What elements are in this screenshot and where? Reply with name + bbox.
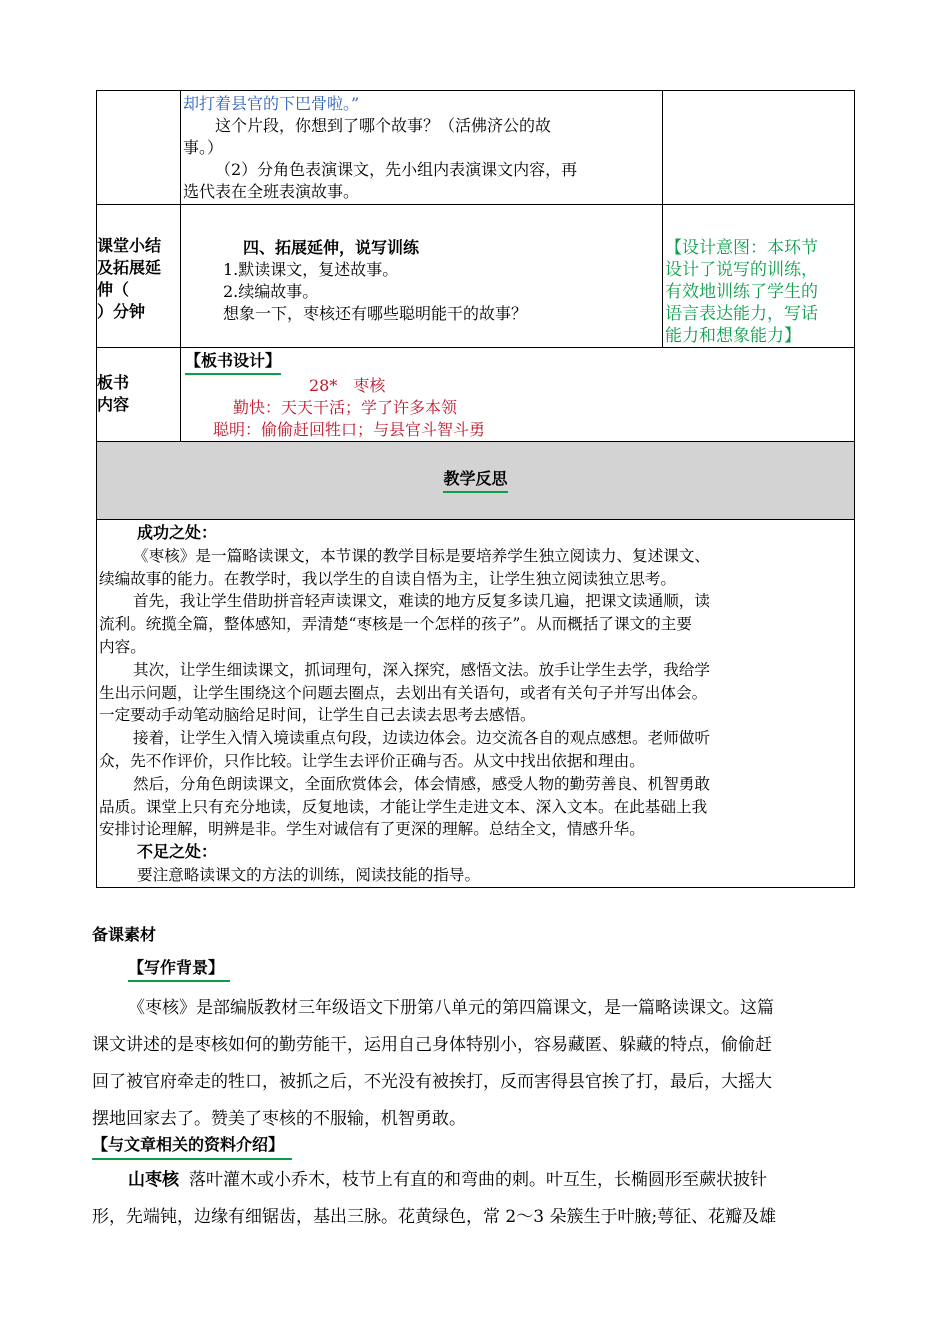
design-line: 语言表达能力，写话	[665, 304, 818, 324]
reflection-line: 众，先不作评价，只作比较。让学生去评价正确与否。从文中找出依据和理由。	[99, 751, 645, 770]
reflection-line: 接着，让学生入情入境读重点句段，边读边体会。边交流各自的观点感想。老师做听	[133, 729, 710, 748]
design-line: 设计了说写的训练，	[665, 260, 818, 280]
label-line: 板书	[97, 373, 130, 392]
design-line: 能力和想象能力】	[665, 326, 801, 346]
design-line: 有效地训练了学生的	[665, 282, 818, 302]
design-cell	[663, 91, 855, 205]
reflection-line: 流利。统揽全篇，整体感知，弄清楚“枣核是一个怎样的孩子”。从而概括了课文的主要	[99, 615, 692, 634]
extension-cell	[181, 205, 663, 348]
reflection-line: 一定要动手动笔动脑给足时间，让学生自己去读去思考去感悟。	[99, 706, 536, 725]
board-label	[97, 348, 181, 442]
reflection-body-cell	[97, 520, 855, 888]
success-title: 成功之处：	[137, 523, 218, 542]
extension-item: 2.续编故事。	[223, 282, 319, 301]
table-row	[97, 348, 855, 442]
table-row	[97, 91, 855, 205]
plant-name: 山枣核	[128, 1170, 179, 1190]
extension-item: 1.默读课文，复述故事。	[223, 260, 399, 279]
background-paragraph	[92, 990, 867, 1138]
table-row	[97, 442, 855, 520]
extension-heading: 四、拓展延伸，说写训练	[243, 238, 420, 257]
board-line-diligent: 勤快：天天干活；学了许多本领	[233, 398, 458, 417]
summary-label	[97, 205, 181, 348]
background-line: 摆地回家去了。赞美了枣核的不服输，机智勇敢。	[92, 1109, 466, 1129]
background-line: 回了被官府牵走的牲口，被抓之后，不光没有被挨打，反而害得县官挨了打，最后，大摇大	[92, 1072, 772, 1092]
design-line: 【设计意图：本环节	[665, 238, 818, 258]
board-design-title: 【板书设计】	[185, 350, 281, 375]
board-line-smart: 聪明：偷偷赶回牲口；与县官斗智斗勇	[213, 420, 486, 439]
background-section-title: 【写作背景】	[128, 955, 230, 982]
role-play-line-2: 选代表在全班表演故事。	[183, 182, 360, 201]
reflection-header-cell	[97, 442, 855, 520]
table-row	[97, 520, 855, 888]
background-line: 课文讲述的是枣核如何的勤劳能干，运用自己身体特别小，容易藏匿、躲藏的特点，偷偷赶	[92, 1035, 772, 1055]
reflection-line: 其次，让学生细读课文，抓词理句，深入探究，感悟文法。放手让学生去学，我给学	[133, 660, 710, 679]
role-play-line: （2）分角色表演课文，先小组内表演课文内容，再	[215, 160, 578, 179]
quote-line: 却打着县官的下巴骨啦。”	[183, 94, 360, 113]
reflection-line: 首先，我让学生借助拼音轻声读课文，难读的地方反复多读几遍，把课文读通顺，读	[133, 592, 710, 611]
design-intent-cell	[663, 205, 855, 348]
reflection-line: 安排讨论理解，明辨是非。学生对诚信有了更深的理解。总结全文，情感升华。	[99, 820, 645, 839]
reference-section-title: 【与文章相关的资料介绍】	[92, 1132, 292, 1160]
shortfall-title: 不足之处：	[137, 842, 218, 862]
question-line: 这个片段，你想到了哪个故事？（活佛济公的故	[215, 116, 552, 135]
plant-paragraph	[92, 1162, 867, 1236]
board-line-title: 28* 枣核	[309, 376, 386, 395]
plant-line: 形，先端钝，边缘有细锯齿，基出三脉。花黄绿色，常 2～3 朵簇生于叶腋;萼征、花瓣及雄	[92, 1207, 777, 1227]
reflection-line: 品质。课堂上只有充分地读，反复地读，才能让学生走进文本、深入文本。在此基础上我	[99, 797, 708, 816]
plant-line: 落叶灌木或小乔木，枝节上有直的和弯曲的刺。叶互生，长椭圆形至蕨状披针	[189, 1170, 767, 1190]
answer-line: 事。）	[183, 138, 224, 157]
lesson-plan-table	[96, 90, 855, 888]
extension-question: 想象一下，枣核还有哪些聪明能干的故事？	[223, 304, 528, 323]
table-row	[97, 205, 855, 348]
reflection-line: 生出示问题，让学生围绕这个问题去圈点，去划出有关语句，或者有关句子并写出体会。	[99, 683, 708, 702]
reflection-line: 《枣核》是一篇略读课文，本节课的教学目标是要培养学生独立阅读力、复述课文、	[133, 546, 710, 565]
reflection-line: 续编故事的能力。在教学时，我以学生的自读自悟为主，让学生独立阅读独立思考。	[99, 569, 676, 588]
activity-cell	[181, 91, 663, 205]
reflection-title: 教学反思	[443, 468, 507, 493]
reflection-line: 然后，分角色朗读课文，全面欣赏体会，体会情感，感受人物的勤劳善良、机智勇敢	[133, 774, 710, 793]
board-design-cell	[181, 348, 855, 442]
label-line: 及拓展延	[97, 258, 162, 277]
label-line: ）分钟	[97, 302, 146, 321]
reflection-line: 内容。	[99, 637, 146, 656]
shortfall-text: 要注意略读课文的方法的训练，阅读技能的指导。	[137, 865, 481, 884]
background-line: 《枣核》是部编版教材三年级语文下册第八单元的第四篇课文，是一篇略读课文。这篇	[128, 998, 774, 1018]
row-label-cell	[97, 91, 181, 205]
label-line: 内容	[97, 395, 130, 414]
materials-title: 备课素材	[92, 925, 157, 944]
label-line: 伸（	[97, 280, 130, 299]
label-line: 课堂小结	[97, 236, 162, 255]
